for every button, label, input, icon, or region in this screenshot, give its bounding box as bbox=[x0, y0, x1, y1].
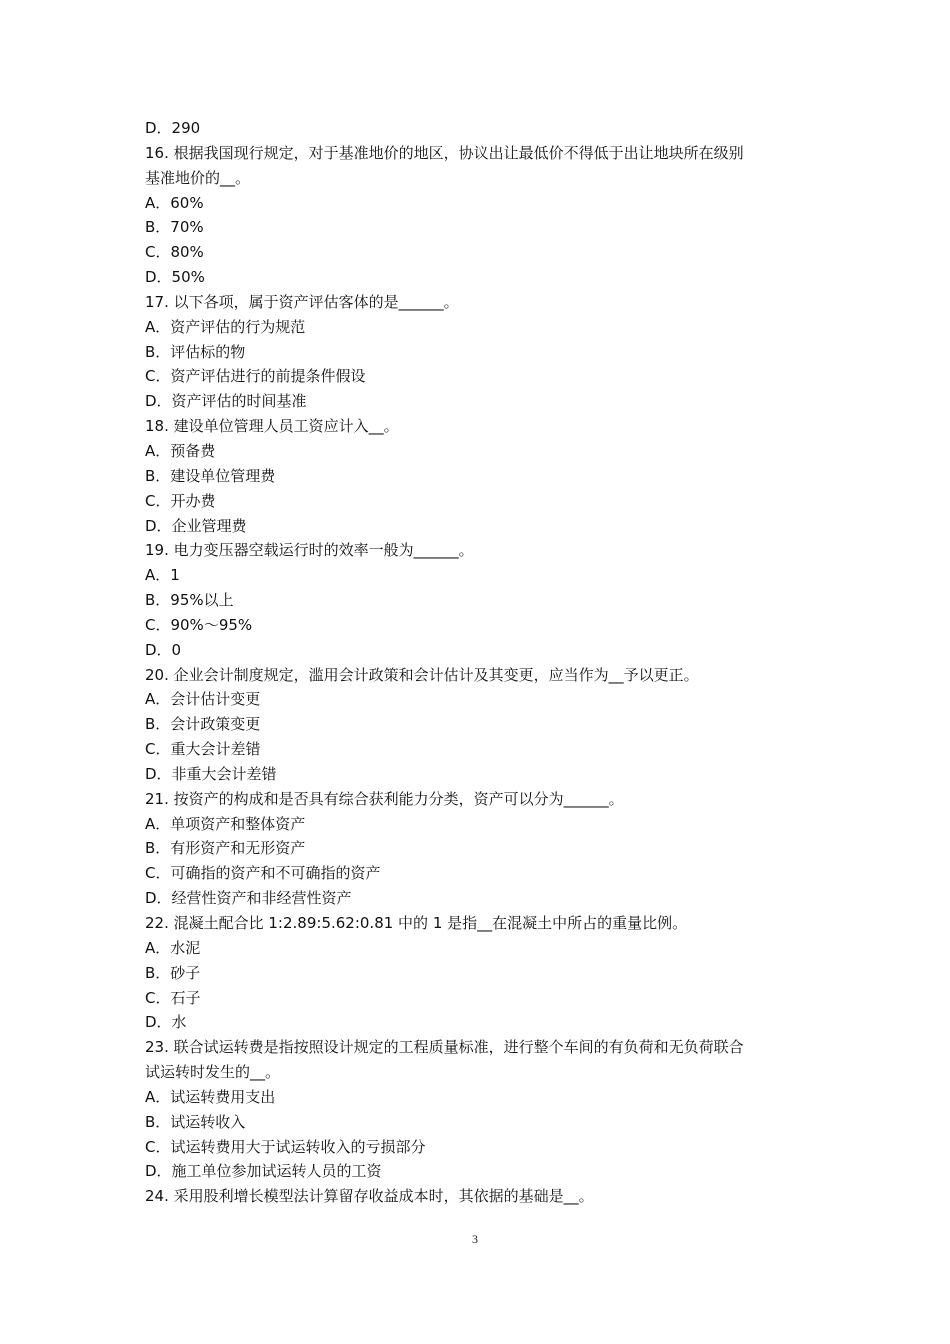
answer-option: D．经营性资产和非经营性资产 bbox=[145, 889, 352, 908]
answer-option: C．资产评估进行的前提条件假设 bbox=[145, 367, 366, 386]
answer-option: C．可确指的资产和不可确指的资产 bbox=[145, 864, 381, 883]
answer-option: A．60% bbox=[145, 193, 204, 212]
answer-option: C．石子 bbox=[145, 988, 201, 1007]
answer-option: A．试运转费用支出 bbox=[145, 1087, 276, 1106]
answer-option: A．会计估计变更 bbox=[145, 690, 261, 709]
question-text-line: 17. 以下各项，属于资产评估客体的是______。 bbox=[145, 292, 459, 311]
question-text-line: 19. 电力变压器空载运行时的效率一般为______。 bbox=[145, 541, 474, 560]
answer-option: B．95%以上 bbox=[145, 591, 234, 610]
answer-option: B．砂子 bbox=[145, 963, 201, 982]
answer-option: A．资产评估的行为规范 bbox=[145, 317, 306, 336]
page-number: 3 bbox=[472, 1232, 478, 1246]
question-text-line: 22. 混凝土配合比 1:2.89:5.62:0.81 中的 1 是指__在混凝土中所占的重量比例。 bbox=[145, 914, 688, 932]
question-text-line: 试运转时发生的__。 bbox=[145, 1063, 281, 1082]
answer-option: D．施工单位参加试运转人员的工资 bbox=[145, 1162, 382, 1181]
answer-option: D．非重大会计差错 bbox=[145, 764, 277, 783]
answer-option: D．水 bbox=[145, 1013, 187, 1032]
question-text-line: 21. 按资产的构成和是否具有综合获利能力分类，资产可以分为______。 bbox=[145, 789, 624, 808]
question-text-line: 16. 根据我国现行规定，对于基准地价的地区，协议出让最低价不得低于出让地块所在级别 bbox=[145, 143, 744, 162]
question-text-line: 23. 联合试运转费是指按照设计规定的工程质量标准，进行整个车间的有负荷和无负荷联合 bbox=[145, 1038, 744, 1057]
answer-option: B．评估标的物 bbox=[145, 342, 246, 361]
question-text-line: 18. 建设单位管理人员工资应计入__。 bbox=[145, 417, 399, 436]
answer-option: C．80% bbox=[145, 243, 204, 262]
answer-option: A．预备费 bbox=[145, 441, 216, 460]
answer-option: A．水泥 bbox=[145, 938, 201, 957]
question-list bbox=[145, 116, 817, 1209]
answer-option: B．建设单位管理费 bbox=[145, 466, 276, 485]
answer-option: D．0 bbox=[145, 640, 182, 659]
answer-option: C．试运转费用大于试运转收入的亏损部分 bbox=[145, 1137, 426, 1156]
answer-option: A．1 bbox=[145, 566, 180, 585]
answer-option: D．资产评估的时间基准 bbox=[145, 392, 307, 411]
answer-option: C．重大会计差错 bbox=[145, 740, 261, 759]
question-text-line: 20. 企业会计制度规定，滥用会计政策和会计估计及其变更，应当作为__予以更正。 bbox=[145, 665, 699, 684]
answer-option: B．有形资产和无形资产 bbox=[145, 839, 306, 858]
answer-option: D．50% bbox=[145, 268, 205, 287]
answer-option: D．企业管理费 bbox=[145, 516, 247, 535]
question-text-line: 24. 采用股利增长模型法计算留存收益成本时，其依据的基础是__。 bbox=[145, 1187, 594, 1206]
answer-option: B．试运转收入 bbox=[145, 1112, 246, 1131]
answer-option: C．90%～95% bbox=[145, 615, 253, 634]
answer-option: B．70% bbox=[145, 218, 204, 237]
question-text-line: 基准地价的__。 bbox=[145, 168, 251, 187]
answer-option: A．单项资产和整体资产 bbox=[145, 814, 306, 833]
answer-option: D．290 bbox=[145, 119, 201, 137]
answer-option: C．开办费 bbox=[145, 491, 216, 510]
answer-option: B．会计政策变更 bbox=[145, 715, 261, 734]
